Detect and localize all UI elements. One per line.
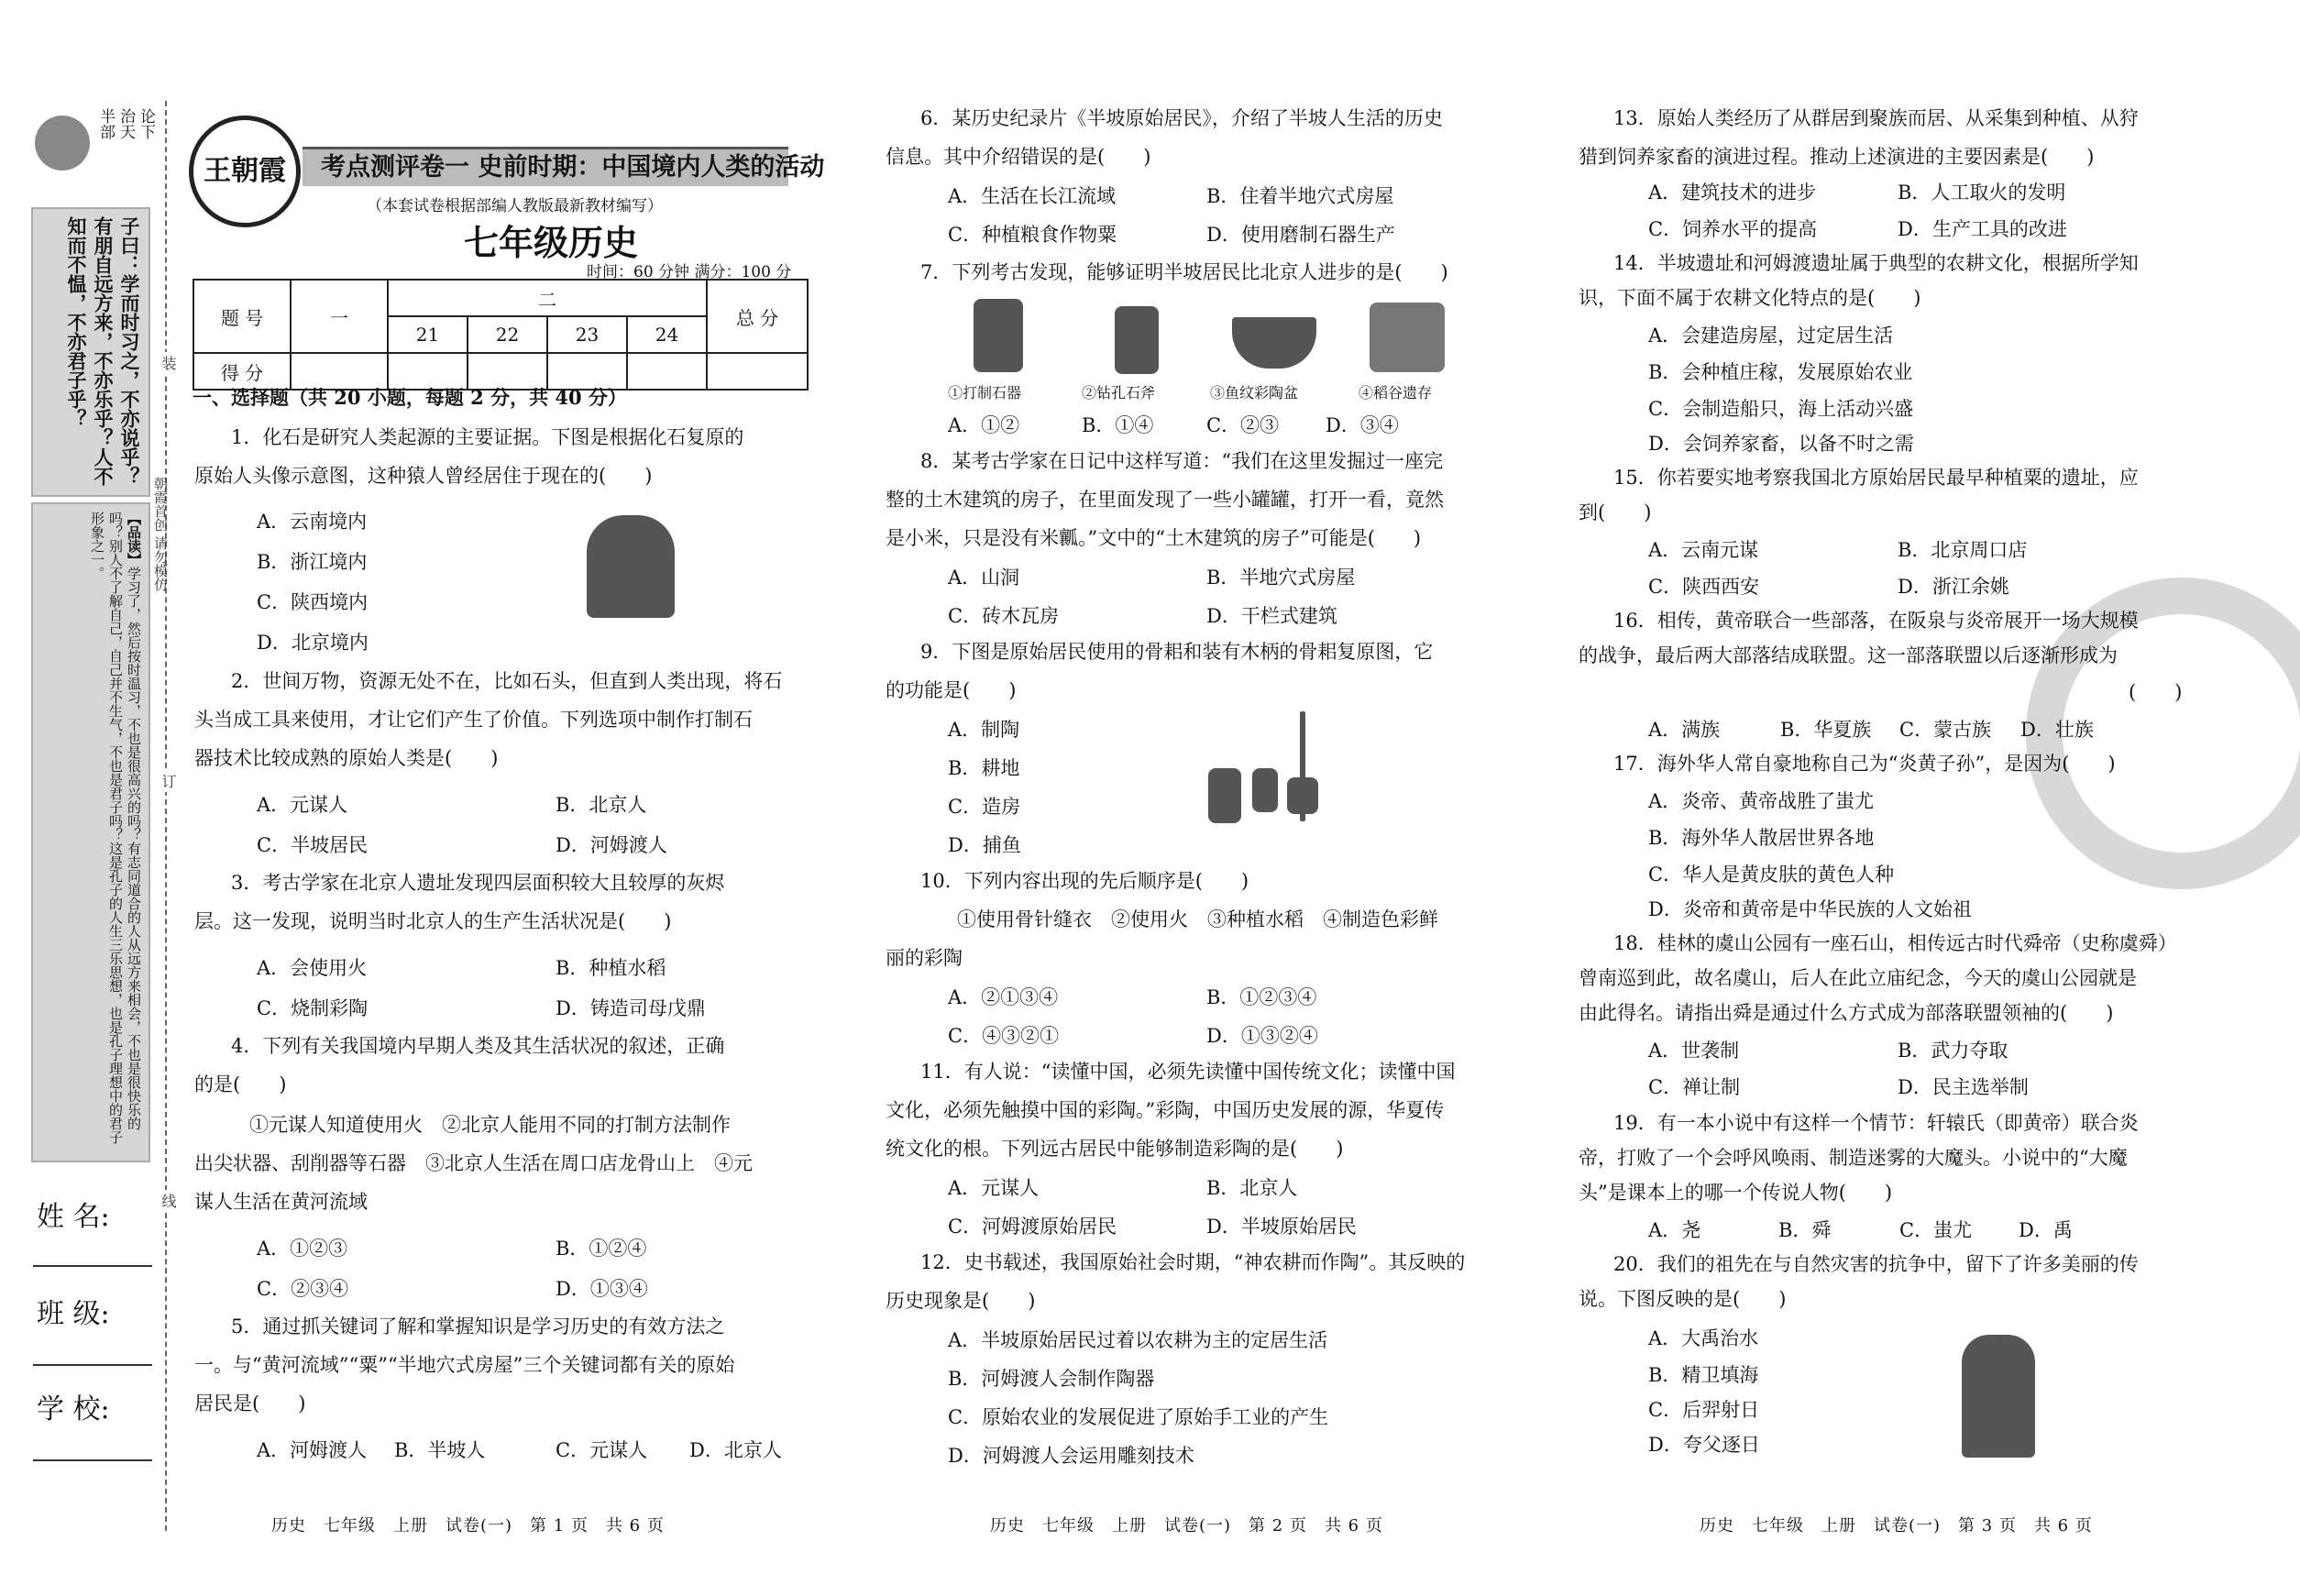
q3-line1: 3．考古学家在北京人遗址发现四层面积较大且较厚的灰烬 <box>231 872 725 894</box>
th-24: 24 <box>627 316 707 353</box>
q12-option[interactable]: A．半坡原始居民过着以农耕为主的定居生活 <box>948 1329 1328 1351</box>
q4-option[interactable]: B．①②④ <box>556 1238 647 1260</box>
q5-option[interactable]: D．北京人 <box>689 1439 782 1461</box>
th-21: 21 <box>388 316 468 353</box>
q2-line2: 头当成工具来使用，才让它们产生了价值。下列选项中制作打制石 <box>194 709 753 731</box>
confucius-icon <box>35 116 90 171</box>
q5-line2: 一。与“黄河流域”“粟”“半地穴式房屋”三个关键词都有关的原始 <box>194 1354 735 1376</box>
q16-line3: ( ) <box>2129 681 2183 703</box>
score-cell[interactable] <box>707 353 808 390</box>
q8-option[interactable]: A．山洞 <box>948 567 1020 589</box>
th-number: 题 号 <box>193 280 291 353</box>
q18-line3: 由此得名。请指出舜是通过什么方式成为部落联盟领袖的( ) <box>1579 1002 2114 1024</box>
q11-option[interactable]: D．半坡原始居民 <box>1206 1216 1357 1238</box>
q15-option[interactable]: D．浙江余姚 <box>1898 576 2009 598</box>
comment-text <box>88 512 143 1153</box>
q20-option[interactable]: D．夸父逐日 <box>1648 1434 1760 1456</box>
q15-option[interactable]: B．北京周口店 <box>1898 539 2028 561</box>
stone-axe-image <box>1115 306 1159 374</box>
q13-option[interactable]: A．建筑技术的进步 <box>1648 182 1817 204</box>
q13-option[interactable]: D．生产工具的改进 <box>1898 218 2067 240</box>
quote-text: 子曰：学而时习之，不亦说乎？有朋自远方来，不亦乐乎？人不知而不愠，不亦君子乎？ <box>65 216 141 486</box>
q14-option[interactable]: D．会饲养家畜，以备不时之需 <box>1648 433 1914 455</box>
page-footer-1: 历史 七年级 上册 试卷(一) 第 1 页 共 6 页 <box>271 1516 665 1535</box>
q16-line1: 16．相传，黄帝联合一些部落，在阪泉与炎帝展开一场大规模 <box>1613 610 2139 632</box>
q20-option[interactable]: B．精卫填海 <box>1648 1364 1759 1386</box>
q10-option[interactable]: B．①②③④ <box>1206 986 1317 1008</box>
q7-caption: ③鱼纹彩陶盆 <box>1210 384 1299 402</box>
q5-line1: 5．通过抓关键词了解和掌握知识是学习历史的有效方法之 <box>231 1315 725 1337</box>
q6-line2: 信息。其中介绍错误的是( ) <box>886 146 1151 168</box>
class-label: 班 级: <box>37 1298 110 1330</box>
q6-option[interactable]: D．使用磨制石器生产 <box>1206 224 1395 246</box>
skull-bust-image <box>587 515 675 618</box>
q10-option[interactable]: C．④③②① <box>948 1025 1060 1047</box>
q14-line1: 14．半坡遗址和河姆渡遗址属于典型的农耕文化，根据所学知 <box>1613 252 2139 274</box>
bone-spade-head-image <box>1287 777 1318 814</box>
q9-option[interactable]: A．制陶 <box>948 719 1020 741</box>
q3-option[interactable]: A．会使用火 <box>257 957 368 979</box>
tag-1: 半部 <box>96 108 115 139</box>
q18-option[interactable]: D．民主选举制 <box>1898 1076 2029 1098</box>
name-field[interactable] <box>33 1265 152 1267</box>
q7-caption: ④稻谷遗存 <box>1359 384 1433 402</box>
comment-box <box>31 502 150 1162</box>
q5-option[interactable]: B．半坡人 <box>394 1439 486 1461</box>
q13-option[interactable]: C．饲养水平的提高 <box>1648 218 1818 240</box>
q15-line1: 15．你若要实地考察我国北方原始居民最早种植粟的遗址，应 <box>1613 467 2139 489</box>
q1-line1: 1．化石是研究人类起源的主要证据。下图是根据化石复原的 <box>231 426 744 448</box>
q2-line1: 2．世间万物，资源无处不在，比如石头，但直到人类出现，将石 <box>231 670 783 692</box>
q20-option[interactable]: C．后羿射日 <box>1648 1399 1760 1421</box>
q6-line1: 6．某历史纪录片《半坡原始居民》，介绍了半坡人生活的历史 <box>920 107 1443 129</box>
q12-option[interactable]: C．原始农业的发展促进了原始手工业的产生 <box>948 1406 1329 1428</box>
q9-option[interactable]: C．造房 <box>948 796 1021 818</box>
th-part2: 二 <box>388 280 707 316</box>
q18-option[interactable]: B．武力夺取 <box>1898 1040 2008 1062</box>
page-footer-3: 历史 七年级 上册 试卷(一) 第 3 页 共 6 页 <box>1700 1516 2093 1535</box>
seal-char-1: 装 <box>158 352 179 374</box>
q12-line1: 12．史书载述，我国原始社会时期，“神农耕而作陶”。其反映的 <box>920 1251 1466 1273</box>
q19-line3: 头”是课本上的哪一个传说人物( ) <box>1579 1182 1893 1204</box>
section-heading: 一、选择题（共 20 小题，每题 2 分，共 40 分） <box>193 386 627 409</box>
q3-option[interactable]: C．烧制彩陶 <box>257 997 369 1019</box>
q11-option[interactable]: C．河姆渡原始居民 <box>948 1216 1117 1238</box>
q5-line3: 居民是( ) <box>194 1392 306 1414</box>
q16-option[interactable]: C．蒙古族 <box>1899 719 1992 741</box>
q11-option[interactable]: A．元谋人 <box>948 1177 1040 1199</box>
q14-option[interactable]: C．会制造船只，海上活动兴盛 <box>1648 398 1914 420</box>
q16-line2: 的战争，最后两大部落结成联盟。这一部落联盟以后逐渐形成为 <box>1579 644 2118 666</box>
q14-option[interactable]: A．会建造房屋，过定居生活 <box>1648 325 1894 347</box>
q1-option[interactable]: A．云南境内 <box>257 511 368 533</box>
q15-line2: 到( ) <box>1579 501 1652 523</box>
q8-line2: 整的土木建筑的房子，在里面发现了一些小罐罐，打开一看，竟然 <box>886 489 1444 511</box>
th-22: 22 <box>468 316 547 353</box>
q15-option[interactable]: A．云南元谋 <box>1648 539 1759 561</box>
q17-option[interactable]: B．海外华人散居世界各地 <box>1648 827 1875 849</box>
q3-line2: 层。这一发现，说明当时北京人的生产生活状况是( ) <box>194 910 672 932</box>
q5-option[interactable]: C．元谋人 <box>556 1439 648 1461</box>
q9-option[interactable]: D．捕鱼 <box>948 834 1021 856</box>
q12-option[interactable]: B．河姆渡人会制作陶器 <box>948 1368 1155 1390</box>
seal-char-3: 线 <box>158 1190 179 1212</box>
q18-line1: 18．桂林的虞山公园有一座石山，相传远古时代舜帝（史称虞舜） <box>1613 932 2177 954</box>
q4-line4: 出尖状器、刮削器等石器 ③北京人生活在周口店龙骨山上 ④元 <box>194 1152 753 1174</box>
q18-option[interactable]: C．禅让制 <box>1648 1076 1741 1098</box>
q20-line2: 说。下图反映的是( ) <box>1579 1288 1787 1310</box>
q16-option[interactable]: A．满族 <box>1648 719 1721 741</box>
q11-line2: 文化，必须先触摸中国的彩陶。”彩陶，中国历史发展的源，华夏传 <box>886 1099 1445 1121</box>
q9-line1: 9．下图是原始居民使用的骨耜和装有木柄的骨耜复原图，它 <box>920 641 1434 663</box>
q1-option[interactable]: C．陕西境内 <box>257 591 369 613</box>
school-label: 学 校: <box>37 1393 110 1425</box>
q7-line1: 7．下列考古发现，能够证明半坡居民比北京人进步的是( ) <box>920 261 1448 283</box>
q11-option[interactable]: B．北京人 <box>1206 1177 1298 1199</box>
score-label: 得 分 <box>193 353 291 390</box>
q10-line3: 丽的彩陶 <box>886 947 963 969</box>
q7-option[interactable]: C．②③ <box>1206 414 1280 436</box>
q17-line1: 17．海外华人常自豪地称自己为“炎黄子孙”，是因为( ) <box>1613 753 2116 775</box>
q15-option[interactable]: C．陕西西安 <box>1648 576 1760 598</box>
q2-option[interactable]: A．元谋人 <box>257 794 348 816</box>
q19-line2: 帝，打败了一个会呼风唤雨、制造迷雾的大魔头。小说中的“大魔 <box>1579 1147 2128 1169</box>
q2-option[interactable]: D．河姆渡人 <box>556 834 667 856</box>
notice-text: 朝霞首创 请勿模仿 <box>152 477 169 591</box>
q10-line2: ①使用骨针缝衣 ②使用火 ③种植水稻 ④制造色彩鲜 <box>957 908 1438 930</box>
q4-option[interactable]: D．①③④ <box>556 1278 648 1300</box>
q19-option[interactable]: C．蚩尤 <box>1899 1219 1973 1241</box>
school-field[interactable] <box>33 1459 152 1461</box>
q19-line1: 19．有一本小说中有这样一个情节：轩辕氏（即黄帝）联合炎 <box>1613 1112 2139 1134</box>
th-23: 23 <box>547 316 627 353</box>
page-title: 七年级历史 <box>464 222 639 263</box>
q8-line1: 8．某考古学家在日记中这样写道：“我们在这里发掘过一座完 <box>920 450 1444 472</box>
q2-option[interactable]: C．半坡居民 <box>257 834 369 856</box>
q8-option[interactable]: C．砖木瓦房 <box>948 605 1060 627</box>
q1-line2: 原始人头像示意图，这种猿人曾经居住于现在的( ) <box>194 465 653 487</box>
bone-spade-image <box>1208 768 1241 823</box>
q18-line2: 曾南巡到此，故名虞山，后人在此立庙纪念，今天的虞山公园就是 <box>1579 967 2137 989</box>
th-total: 总 分 <box>707 280 808 353</box>
q8-option[interactable]: B．半地穴式房屋 <box>1206 567 1356 589</box>
q20-option[interactable]: A．大禹治水 <box>1648 1327 1759 1349</box>
q19-option[interactable]: A．尧 <box>1648 1219 1701 1241</box>
q17-option[interactable]: C．华人是黄皮肤的黄色人种 <box>1648 864 1895 886</box>
sidebar-portrait <box>28 108 155 172</box>
score-table <box>193 279 809 391</box>
quote-box <box>31 207 150 497</box>
rice-grain-image <box>1370 303 1445 372</box>
q7-option[interactable]: D．③④ <box>1326 414 1399 436</box>
q13-line1: 13．原始人类经历了从群居到聚族而居、从采集到种植、从狩 <box>1613 107 2139 129</box>
th-part1: 一 <box>291 280 388 353</box>
q5-option[interactable]: A．河姆渡人 <box>257 1439 368 1461</box>
q14-option[interactable]: B．会种植庄稼，发展原始农业 <box>1648 361 1913 383</box>
q6-option[interactable]: A．生活在长江流域 <box>948 185 1117 207</box>
q4-line2: 的是( ) <box>194 1073 287 1095</box>
q17-option[interactable]: D．炎帝和黄帝是中华民族的人文始祖 <box>1648 898 1972 920</box>
q3-option[interactable]: D．铸造司母戊鼎 <box>556 997 706 1019</box>
q4-line3: ①元谋人知道使用火 ②北京人能用不同的打制方法制作 <box>249 1114 731 1136</box>
stone-tool-image <box>974 299 1023 372</box>
q8-option[interactable]: D．干栏式建筑 <box>1206 605 1337 627</box>
q4-option[interactable]: A．①②③ <box>257 1238 348 1260</box>
q20-line1: 20．我们的祖先在与自然灾害的抗争中，留下了许多美丽的传 <box>1613 1253 2139 1275</box>
comment-label: 【品读】 <box>126 512 142 567</box>
q19-option[interactable]: D．禹 <box>2019 1219 2073 1241</box>
name-label: 姓 名: <box>37 1201 110 1233</box>
pottery-basin-image <box>1232 317 1316 369</box>
q16-option[interactable]: B．华夏族 <box>1780 719 1872 741</box>
q16-option[interactable]: D．壮族 <box>2020 719 2094 741</box>
q8-line3: 是小米，只是没有米瓤。”文中的“土木建筑的房子”可能是( ) <box>886 527 1422 549</box>
q13-option[interactable]: B．人工取火的发明 <box>1898 182 2066 204</box>
q10-option[interactable]: A．②①③④ <box>948 986 1059 1008</box>
q7-caption: ①打制石器 <box>948 384 1022 402</box>
q10-option[interactable]: D．①③②④ <box>1206 1025 1318 1047</box>
tag-3: 论下 <box>137 108 155 139</box>
exam-banner: 考点测评卷一 史前时期：中国境内人类的活动 <box>303 147 788 186</box>
q9-line2: 的功能是( ) <box>886 679 1017 701</box>
q7-option[interactable]: A．①② <box>948 414 1020 436</box>
binding-line <box>165 101 167 1531</box>
q4-line5: 谋人生活在黄河流域 <box>194 1191 368 1213</box>
time-info: 时间：60 分钟 满分：100 分 <box>587 263 792 281</box>
page-footer-2: 历史 七年级 上册 试卷(一) 第 2 页 共 6 页 <box>990 1516 1383 1535</box>
legend-figure-image <box>1962 1335 2035 1458</box>
q4-line1: 4．下列有关我国境内早期人类及其生活状况的叙述，正确 <box>231 1035 725 1057</box>
q6-option[interactable]: B．住着半地穴式房屋 <box>1206 185 1394 207</box>
q3-option[interactable]: B．种植水稻 <box>556 957 666 979</box>
q9-option[interactable]: B．耕地 <box>948 757 1020 779</box>
q12-option[interactable]: D．河姆渡人会运用雕刻技术 <box>948 1445 1194 1467</box>
q11-line1: 11．有人说：“读懂中国，必须先读懂中国传统文化；读懂中国 <box>920 1061 1456 1083</box>
q10-line1: 10．下列内容出现的先后顺序是( ) <box>920 870 1249 892</box>
seal-char-2: 订 <box>158 770 179 792</box>
q18-option[interactable]: A．世袭制 <box>1648 1040 1740 1062</box>
q14-line2: 识，下面不属于农耕文化特点的是( ) <box>1579 287 1921 309</box>
q6-option[interactable]: C．种植粮食作物粟 <box>948 224 1117 246</box>
q4-option[interactable]: C．②③④ <box>257 1278 349 1300</box>
q7-caption: ②钻孔石斧 <box>1082 384 1156 402</box>
q1-option[interactable]: B．浙江境内 <box>257 551 368 573</box>
bone-spade-image <box>1252 768 1278 812</box>
q12-line2: 历史现象是( ) <box>886 1290 1036 1312</box>
q13-line2: 猎到饲养家畜的演进过程。推动上述演进的主要因素是( ) <box>1579 146 2095 168</box>
q2-option[interactable]: B．北京人 <box>556 794 647 816</box>
q7-option[interactable]: B．①④ <box>1082 414 1154 436</box>
q2-line3: 器技术比较成熟的原始人类是( ) <box>194 747 499 769</box>
q19-option[interactable]: B．舜 <box>1778 1219 1832 1241</box>
q11-line3: 统文化的根。下列远古居民中能够制造彩陶的是( ) <box>886 1138 1344 1160</box>
tag-2: 治天 <box>116 108 135 139</box>
edition-note: （本套试卷根据部编人教版最新教材编写） <box>367 197 663 215</box>
class-field[interactable] <box>33 1364 152 1366</box>
score-cell[interactable] <box>627 353 707 390</box>
q1-option[interactable]: D．北京境内 <box>257 632 369 654</box>
comment-body: 学习了，然后按时温习，不也是很高兴的吗？有志同道合的人从远方来相会，不也是很快乐的吗？别人不了解自己，自己并不生气，不也是君子吗？这是孔子的人生三乐思想，也是孔子理想中的君子形象之一。 <box>89 512 142 1144</box>
q17-option[interactable]: A．炎帝、黄帝战胜了蚩尤 <box>1648 790 1875 812</box>
brand-logo: 王朝霞 <box>189 116 301 227</box>
